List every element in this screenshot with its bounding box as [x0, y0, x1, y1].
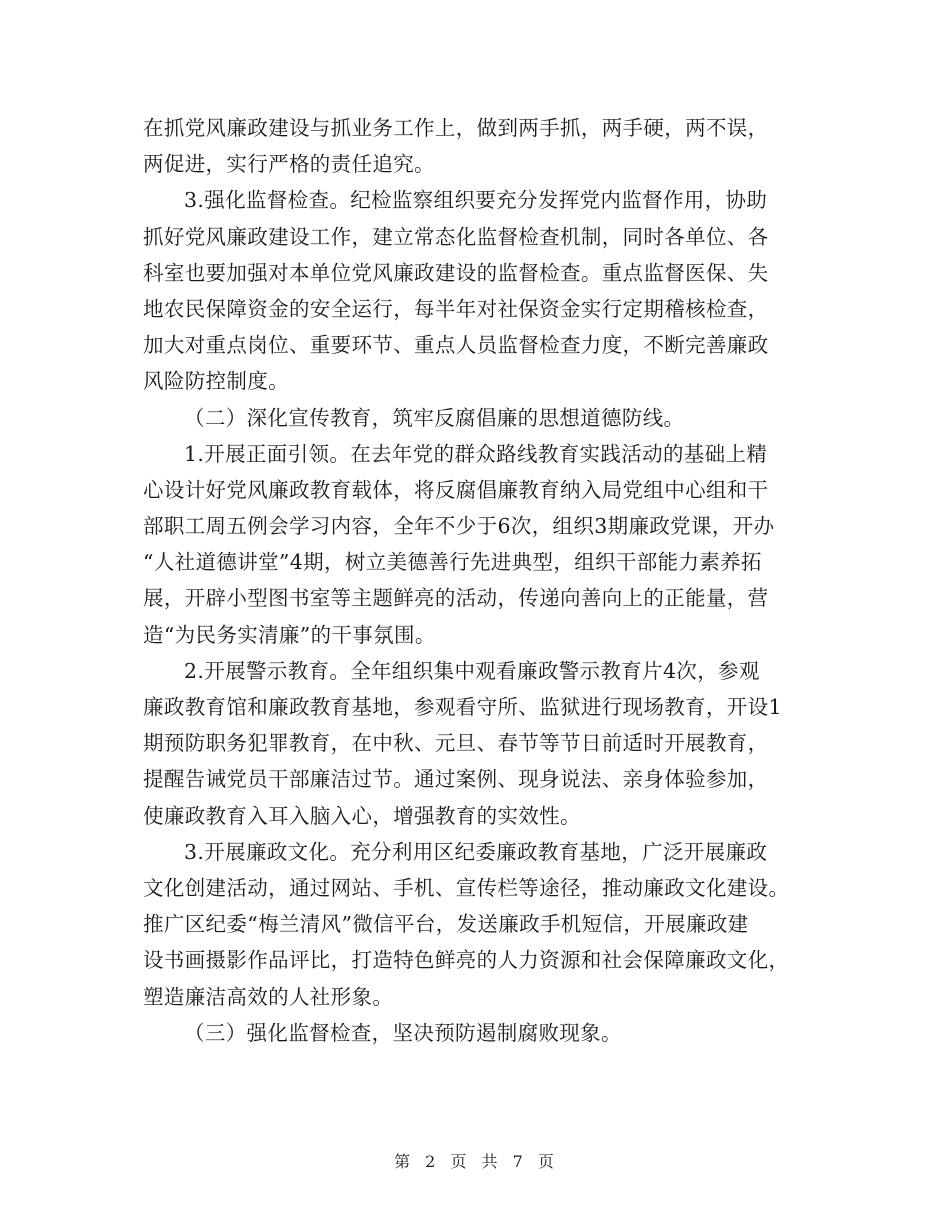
section-heading: （二）深化宣传教育，筑牢反腐倡廉的思想道德防线。 [184, 405, 685, 430]
text-line: 1.开展正面引领。在去年党的群众路线教育实践活动的基础上精 [184, 441, 768, 466]
page-number-footer: 第 2 页 共 7 页 [394, 1152, 556, 1171]
text-line: 文化创建活动，通过网站、手机、宣传栏等途径，推动廉政文化建设。 [143, 875, 790, 900]
section-heading: （三）强化监督检查，坚决预防遏制腐败现象。 [184, 1020, 622, 1045]
text-line: 心设计好党风廉政教育载体，将反腐倡廉教育纳入局党组中心组和干 [143, 477, 769, 502]
text-line: 地农民保障资金的安全运行，每半年对社保资金实行定期稽核检查， [143, 296, 769, 321]
text-line: 2.开展警示教育。全年组织集中观看廉政警示教育片4次，参观 [184, 658, 760, 683]
text-line: “人社道德讲堂”4期，树立美德善行先进典型，组织干部能力素养拓 [143, 550, 762, 575]
text-line: 设书画摄影作品评比，打造特色鲜亮的人力资源和社会保障廉政文化， [143, 948, 790, 973]
text-line: 科室也要加强对本单位党风廉政建设的监督检查。重点监督医保、失 [143, 260, 769, 285]
text-line: 期预防职务犯罪教育，在中秋、元旦、春节等节日前适时开展教育， [143, 731, 769, 756]
text-line: 两促进，实行严格的责任追究。 [143, 152, 435, 177]
document-body [143, 110, 813, 1051]
text-line: 展，开辟小型图书室等主题鲜亮的活动，传递向善向上的正能量，营 [143, 586, 769, 611]
text-line: 风险防控制度。 [143, 369, 289, 394]
text-line: 廉政教育馆和廉政教育基地，参观看守所、监狱进行现场教育，开设1 [143, 695, 782, 719]
text-line: 推广区纪委“梅兰清风”微信平台，发送廉政手机短信，开展廉政建 [143, 912, 749, 937]
text-line: 在抓党风廉政建设与抓业务工作上，做到两手抓，两手硬，两不误， [143, 116, 769, 140]
text-line: 3.开展廉政文化。充分利用区纪委廉政教育基地，广泛开展廉政 [184, 839, 768, 864]
text-line: 加大对重点岗位、重要环节、重点人员监督检查力度，不断完善廉政 [143, 333, 769, 358]
text-line: 塑造廉洁高效的人社形象。 [143, 984, 394, 1009]
text-line: 抓好党风廉政建设工作，建立常态化监督检查机制，同时各单位、各 [143, 224, 769, 249]
text-line: 部职工周五例会学习内容，全年不少于6次，组织3期廉政党课，开办 [143, 514, 775, 539]
text-line: 提醒告诫党员干部廉洁过节。通过案例、现身说法、亲身体验参加， [143, 767, 769, 792]
text-line: 3.强化监督检查。纪检监察组织要充分发挥党内监督作用，协助 [184, 188, 768, 213]
text-line: 造“为民务实清廉”的干事氛围。 [143, 622, 436, 647]
text-line: 使廉政教育入耳入脑入心，增强教育的实效性。 [143, 803, 581, 828]
